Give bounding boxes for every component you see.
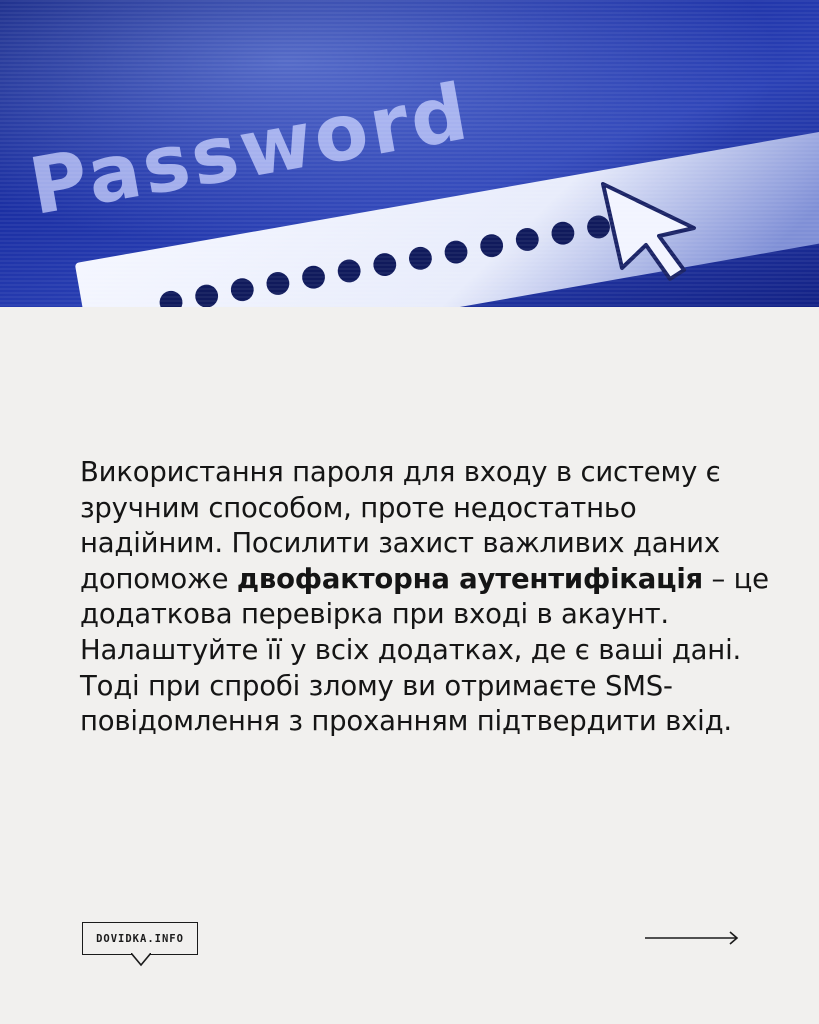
article-text	[80, 455, 770, 740]
logo-tail	[131, 953, 151, 967]
hero-image	[0, 0, 819, 307]
text-highlight: двофакторна аутентифікація	[236, 562, 703, 595]
logo	[82, 922, 198, 955]
text-segment: – це додаткова перевірка при вході в акаунт. Налаштуйте її у всіх додатках, де є ваші дані. Тоді при спробі злому ви отримаєте SMS-повідомлення з проханням підтвердити вхід.	[80, 562, 769, 738]
text-segment: Використання пароля для входу в систему є зручним способом, проте недостатньо надійним. Посилити захист важливих даних допоможе	[80, 456, 721, 595]
arrow-right-icon[interactable]	[645, 930, 740, 946]
logo-text: DOVIDKA.INFO	[96, 932, 184, 945]
